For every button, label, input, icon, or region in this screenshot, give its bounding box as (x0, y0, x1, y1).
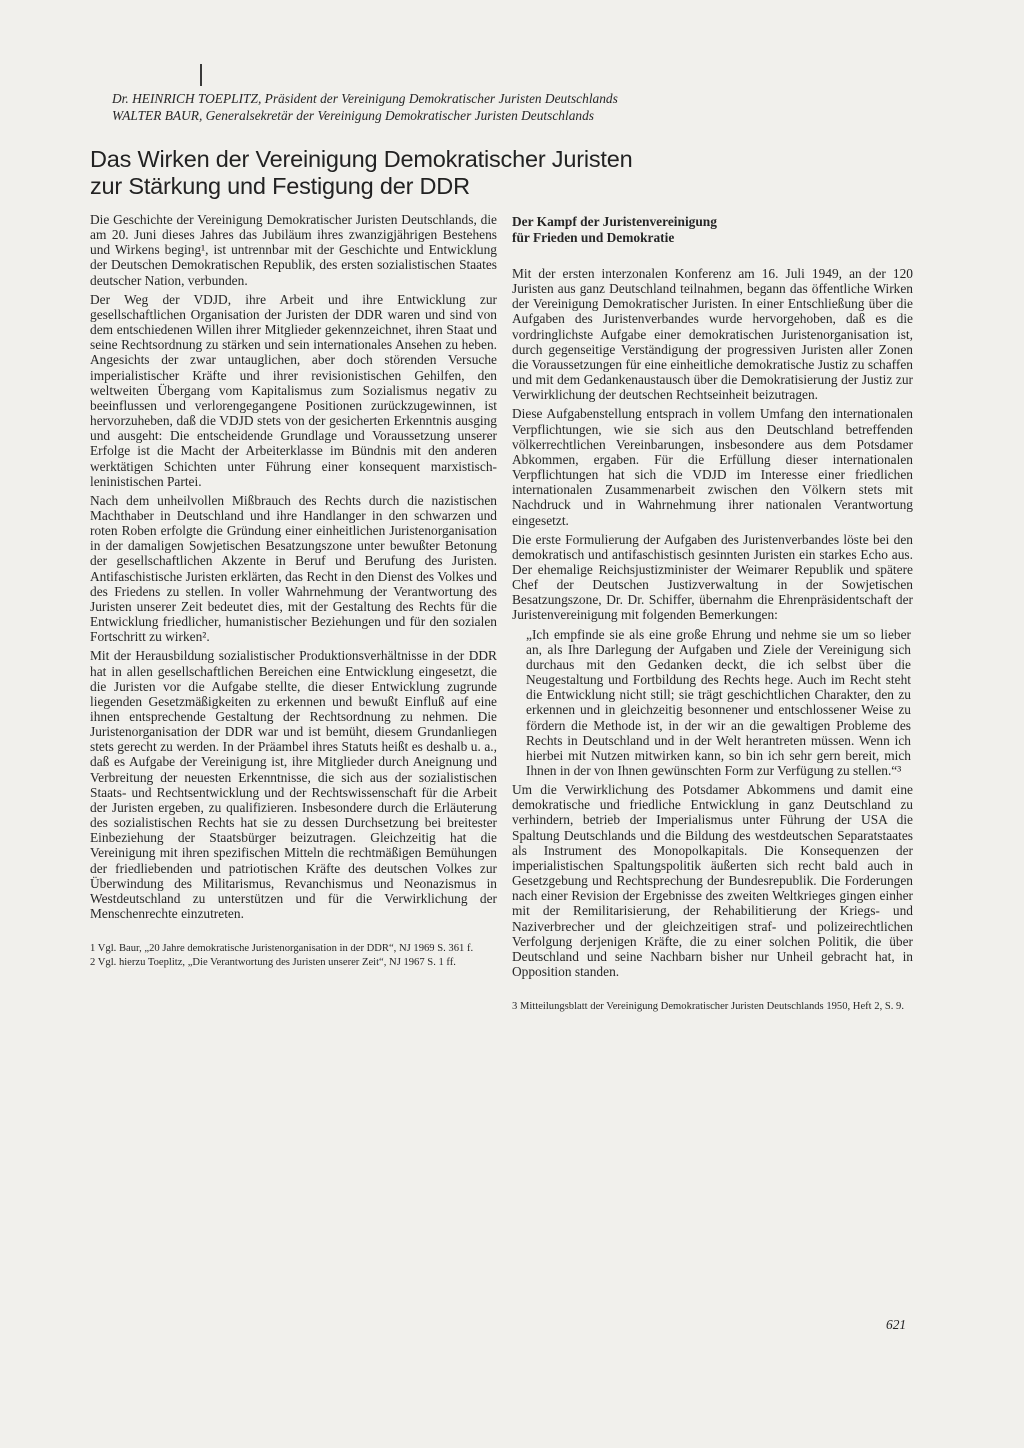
footnote-1: 1 Vgl. Baur, „20 Jahre demokratische Juristenorganisation in der DDR“, NJ 1969 S. 361 f. (90, 943, 474, 955)
page-number: 621 (886, 1317, 907, 1332)
scan-mark (200, 64, 202, 86)
title-line-2: zur Stärkung und Festigung der DDR (90, 173, 470, 199)
author-line-1: Dr. HEINRICH TOEPLITZ, Präsident der Vereinigung Demokratischer Juristen Deutschlands (112, 91, 618, 106)
right-paragraph-2: Diese Aufgabenstellung entsprach in vollem Umfang den internationalen Verpflichtungen, wie sie sich aus den Deutschland betreffenden völkerrechtlichen Vereinbarungen, insbesondere aus dem Potsdamer Abkommen, ergaben. Für die Erfüllung dieser internationalen Verpflichtungen hat sich die VDJD im Interesse einer friedlichen internationalen Zusammenarbeit zwischen den Völkern stets mit Nachdruck und in Wahrnehmung ihrer nationalen Verantwortung eingesetzt. (512, 406, 913, 528)
right-column (512, 214, 913, 1015)
left-footnotes (90, 943, 497, 969)
right-paragraph-1: Mit der ersten interzonalen Konferenz am 16. Juli 1949, an der 120 Juristen aus ganz Deutschland teilnahmen, begann das öffentliche Wirken der Vereinigung Demokratischer Juristen. In einer Entschließung über die Aufgaben des Juristenverbandes wurde hervorgehoben, daß es die vordringlichste Aufgabe einer demokratischen Juristenorganisation ist, durch gegenseitige Verständigung der progressiven Juristen aller Zonen die Voraussetzungen für eine einheitliche demokratische Justiz zu schaffen und mit dem Gedankenaustausch über die Demokratisierung der Justiz zur Verwirklichung der deutschen Rechtseinheit beizutragen. (512, 266, 913, 403)
author-line-2: WALTER BAUR, Generalsekretär der Vereinigung Demokratischer Juristen Deutschlands (112, 108, 595, 123)
left-paragraph-4: Mit der Herausbildung sozialistischer Produktionsverhältnisse in der DDR hat in allen gesellschaftlichen Bereichen eine Entwicklung eingesetzt, die die Juristen vor die Aufgabe stellte, die dieser Entwicklung zugrunde liegenden Gesetzmäßigkeiten zu erkennen und bewußt Einfluß auf eine ihnen entsprechende Gestaltung der Rechtsordnung zu nehmen. Die Juristenorganisation der DDR war und ist bemüht, diesem Grundanliegen stets gerecht zu werden. In der Präambel ihres Statuts heißt es deshalb u. a., daß es Aufgabe der Vereinigung ist, ihre Mitglieder durch Aneignung und Verbreitung der neuesten Erkenntnisse, die sich aus der sozialistischen Staats- und Rechtsentwicklung und der Rechtswissenschaft für die Arbeit der Juristen ergeben, zu qualifizieren. Insbesondere durch die Erläuterung des sozialistischen Rechts hat sie zu dessen Durchsetzung bei breitester Einbeziehung der Staatsbürger beizutragen. Gleichzeitig hat die Vereinigung mit ihren spezifischen Mitteln die rechtmäßigen Bemühungen der friedliebenden und patriotischen Kräfte des deutschen Volkes zur Überwindung des Militarismus, Revanchismus und Neonazismus in Westdeutschland zu unterstützen und für die Verwirklichung der Menschenrechte einzutreten. (90, 648, 497, 922)
block-quote: „Ich empfinde sie als eine große Ehrung und nehme sie um so lieber an, als Ihre Darlegung der Aufgaben und Ziele der Vereinigung sich durchaus mit den Gedanken deckt, die ich selbst über die Neugestaltung und Fortbildung des Rechts hege. Auch im Recht steht die Entwicklung nicht still; sie trägt geschichtlichen Charakter, den zu erkennen und in gleichzeitig besonnener und entschlossener Weise zu fördern die Methode ist, in der wir an die gewaltigen Probleme des Rechts in Deutschland und in der Welt herantreten müssen. Wenn ich hierbei mit Nutzen mitwirken kann, so bin ich sehr gern bereit, mich Ihnen in der von Ihnen gewünschten Form zur Verfügung zu stellen.“³ (526, 626, 911, 778)
footnote-2: 2 Vgl. hierzu Toeplitz, „Die Verantwortung des Juristen unserer Zeit“, NJ 1967 S. 1 ff. (90, 957, 456, 969)
right-paragraph-3: Die erste Formulierung der Aufgaben des Juristenverbandes löste bei den demokratisch und antifaschistisch gesinnten Juristen ein starkes Echo aus. Der ehemalige Reichsjustizminister der Weimarer Republik und spätere Chef der Deutschen Justizverwaltung in der Sowjetischen Besatzungszone, Dr. Dr. Schiffer, übernahm die Ehrenpräsidentschaft der Juristenvereinigung mit folgenden Bemerkungen: (512, 531, 913, 623)
right-footnotes (512, 1001, 913, 1013)
section-heading (512, 214, 913, 246)
article-title (90, 146, 950, 200)
footnote-3: 3 Mitteilungsblatt der Vereinigung Demokratischer Juristen Deutschlands 1950, Heft 2, S. 9. (512, 1001, 904, 1013)
left-paragraph-3: Nach dem unheilvollen Mißbrauch des Rechts durch die nazistischen Machthaber in Deutschland und ihre Handlanger in den schwarzen und roten Roben erfolgte die Gründung einer einheitlichen Juristenorganisation in der damaligen Sowjetischen Besatzungszone unter bewußter Betonung der gesellschaftlichen Akzente in Beruf und Berufung des Juristen. Antifaschistische Juristen erklärten, das Recht in den Dienst des Volkes und des Friedens zu stellen. In voller Wahrnehmung der Verantwortung des Juristen unserer Zeit bedeutet dies, mit der Gestaltung des Rechts für die Entwicklung friedlicher, humanistischer Beziehungen und für den sozialen Fortschritt zu wirken². (90, 492, 497, 645)
right-paragraph-4: Um die Verwirklichung des Potsdamer Abkommens und damit eine demokratische und friedliche Entwicklung in ganz Deutschland zu verhindern, betrieb der Imperialismus unter Führung der USA die Spaltung Deutschlands und die Bildung des westdeutschen Separatstaates als Instrument des Monopolkapitals. Die Konsequenzen der imperialistischen Spaltungspolitik äußerten sich recht bald auch in Gesetzgebung und Rechtsprechung der Bundesrepublik. Die Forderungen nach einer Revision der Ergebnisse des zweiten Weltkrieges gingen einher mit der Remilitarisierung, der Rehabilitierung der Kriegs- und Naziverbrecher und der gleichzeitigen straf- und polizeirechtlichen Verfolgung derjenigen Kräfte, die zu einer solchen Politik, die über Deutschland und seine Nachbarn bisher nur Unheil gebracht hat, in Opposition standen. (512, 782, 913, 980)
left-column (90, 212, 497, 971)
section-heading-line-2: für Frieden und Demokratie (512, 230, 675, 245)
section-heading-line-1: Der Kampf der Juristenvereinigung (512, 214, 717, 229)
author-block (112, 90, 912, 124)
title-line-1: Das Wirken der Vereinigung Demokratischer Juristen (90, 146, 633, 172)
left-paragraph-2: Der Weg der VDJD, ihre Arbeit und ihre Entwicklung zur gesellschaftlichen Organisation der Juristen der DDR waren und sind von dem entschiedenen Willen ihrer Mitglieder gekennzeichnet, ihren Staat und seine Rechtsordnung zu stärken und sein internationales Ansehen zu heben. Angesichts der zwar untauglichen, aber doch störenden Versuche imperialistischer Kräfte und ihrer revisionistischen Gehilfen, den weltweiten Übergang vom Kapitalismus zum Sozialismus negativ zu beeinflussen und verlorengegangene Positionen zurückzugewinnen, ist hervorzuheben, daß die VDJD stets von der gesicherten Erkenntnis ausging und ausgeht: Die entscheidende Grundlage und Voraussetzung unserer Erfolge ist die Macht der Arbeiterklasse im Bündnis mit den anderen werktätigen Schichten unter Führung einer konsequent marxistisch-leninistischen Partei. (90, 291, 497, 489)
left-paragraph-1: Die Geschichte der Vereinigung Demokratischer Juristen Deutschlands, die am 20. Juni dieses Jahres das Jubiläum ihres zwanzigjährigen Bestehens und Wirkens beging¹, ist untrennbar mit der Geschichte und Entwicklung der Deutschen Demokratischen Republik, des ersten sozialistischen Staates deutscher Nation, verbunden. (90, 212, 497, 288)
